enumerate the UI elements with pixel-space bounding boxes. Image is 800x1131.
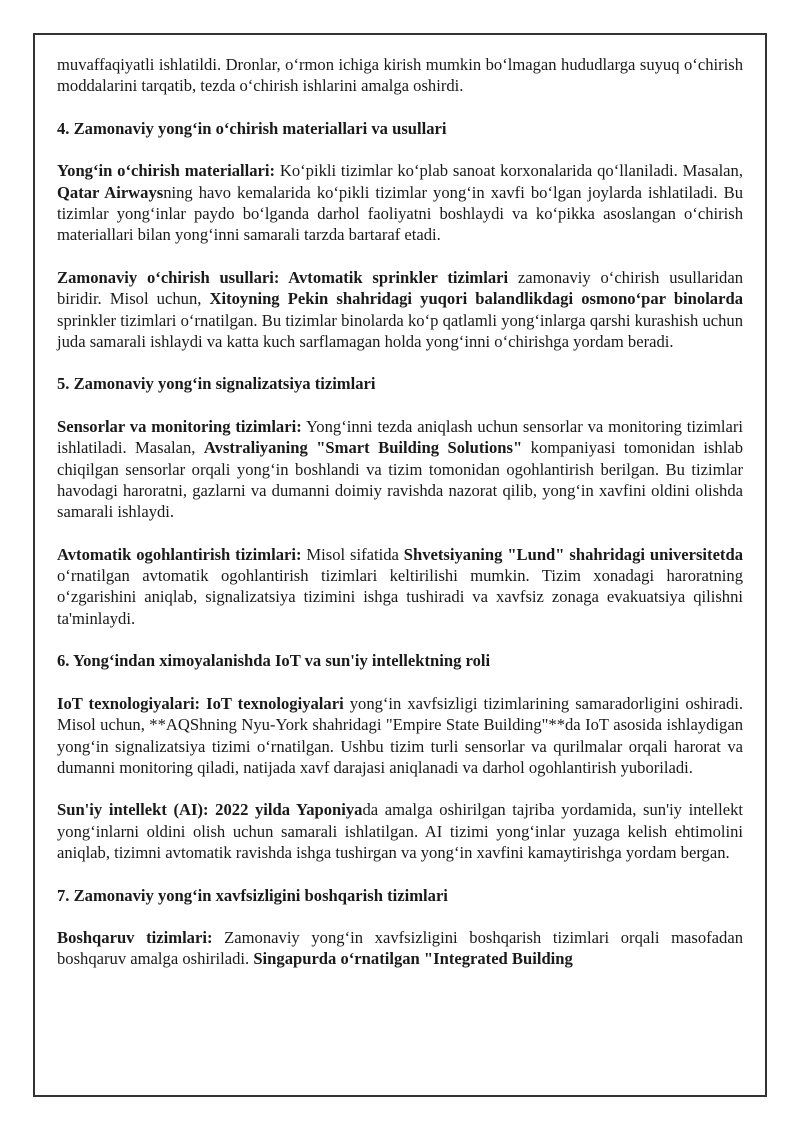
- section-7-heading: 7. Zamonaviy yong‘in xavfsizligini boshqarish tizimlari: [57, 885, 448, 905]
- bold-term: Boshqaruv tizimlari:: [57, 928, 213, 948]
- bold-term: Yong‘in o‘chirish materiallari:: [57, 161, 276, 181]
- bold-term: Singapurda o‘rnatilgan "Integrated Building: [253, 949, 573, 969]
- bold-term: Qatar Airways: [57, 182, 164, 202]
- bold-term: Avtomatik ogohlantirish tizimlari:: [57, 544, 302, 564]
- bold-term: Sun'iy intellekt (AI): 2022 yilda Yaponiya: [57, 800, 363, 820]
- section-6-paragraph-1: IoT texnologiyalari: IoT texnologiyalari yong‘in xavfsizligi tizimlarining samaradorligini oshiradi. Misol uchun, **AQShning Nyu-York shahridagi "Empire State Building"**da IoT asosida ishlaydigan yong‘in signalizatsiya tizimi o‘rnatilgan. Ushbu tizim turli sensorlar va qurilmalar orqali harorat va dumanni monitoring qiladi, natijada xavf darajasi aniqlanadi va darhol ogohlantirish yuboriladi.: [57, 693, 743, 777]
- bold-term: Sensorlar va monitoring tizimlari:: [57, 417, 302, 437]
- bold-term: Zamonaviy o‘chirish usullari: Avtomatik sprinkler tizimlari: [57, 267, 509, 287]
- bold-term: Xitoyning Pekin shahridagi yuqori balandlikdagi osmono‘par binolarda: [209, 289, 743, 309]
- section-6-heading: 6. Yong‘indan ximoyalanishda IoT va sun'iy intellektning roli: [57, 651, 491, 671]
- document-body: [57, 54, 743, 970]
- intro-paragraph: muvaffaqiyatli ishlatildi. Dronlar, o‘rmon ichiga kirish mumkin bo‘lmagan hududlarga suyuq o‘chirish moddalarini tarqatib, tezda o‘chirish ishlarini amalga oshirdi.: [57, 55, 743, 96]
- section-4-heading: 4. Zamonaviy yong‘in o‘chirish materiallari va usullari: [57, 118, 447, 138]
- bold-term: Avstraliyaning "Smart Building Solutions": [203, 438, 523, 458]
- section-5-paragraph-2: Avtomatik ogohlantirish tizimlari: Misol sifatida Shvetsiyaning "Lund" shahridagi universitetda o‘rnatilgan avtomatik ogohlantirish tizimlari keltirilishi mumkin. Tizim xonadagi haroratning o‘zgarishini aniqlab, signalizatsiya tizimini ishga tushiradi va xavfsiz zonaga evakuatsiya qilishni ta'minlaydi.: [57, 544, 743, 628]
- section-4-paragraph-1: Yong‘in o‘chirish materiallari: Ko‘pikli tizimlar ko‘plab sanoat korxonalarida qo‘llaniladi. Masalan, Qatar Airwaysning havo kemalarida ko‘pikli tizimlar yong‘in xavfi bo‘lgan joylarda ishlatiladi. Bu tizimlar yong‘inlar paydo bo‘lganda darhol faoliyatni boshlaydi va ko‘pikka asoslangan o‘chirish materiallari bilan yong‘inni samarali tarzda bartaraf etadi.: [57, 161, 743, 245]
- bold-term: IoT texnologiyalari: IoT texnologiyalari: [57, 693, 344, 713]
- section-7-paragraph-1: Boshqaruv tizimlari: Zamonaviy yong‘in xavfsizligini boshqarish tizimlari orqali masofadan boshqaruv amalga oshiriladi. Singapurda o‘rnatilgan "Integrated Building: [57, 928, 743, 969]
- section-5-heading: 5. Zamonaviy yong‘in signalizatsiya tizimlari: [57, 374, 376, 394]
- section-6-paragraph-2: Sun'iy intellekt (AI): 2022 yilda Yaponiyada amalga oshirilgan tajriba yordamida, sun'iy intellekt yong‘inlarni oldini olish uchun samarali ishlatilgan. AI tizimi yong‘inlar yuzaga kelish ehtimolini aniqlab, tizimni avtomatik ravishda ishga tushirgan va yong‘in xavfini kamaytirishga yordam bergan.: [57, 800, 743, 862]
- section-5-paragraph-1: Sensorlar va monitoring tizimlari: Yong‘inni tezda aniqlash uchun sensorlar va monitoring tizimlari ishlatiladi. Masalan, Avstraliyaning "Smart Building Solutions" kompaniyasi tomonidan ishlab chiqilgan sensorlar orqali yong‘in boshlandi va tizim tomonidan ogohlantirish berilgan. Bu tizimlar havodagi haroratni, gazlarni va dumanni doimiy ravishda nazorat qilib, yong‘in xavfini oldini olishda samarali ishlaydi.: [57, 417, 743, 522]
- section-4-paragraph-2: Zamonaviy o‘chirish usullari: Avtomatik sprinkler tizimlari zamonaviy o‘chirish usullaridan biridir. Misol uchun, Xitoyning Pekin shahridagi yuqori balandlikdagi osmono‘par binolarda sprinkler tizimlari o‘rnatilgan. Bu tizimlar binolarda ko‘p qatlamli yong‘inlarga qarshi kurashish uchun juda samarali ishlaydi va katta kuch sarflamagan holda yong‘inni o‘chirishga yordam beradi.: [57, 267, 743, 351]
- bold-term: Shvetsiyaning "Lund" shahridagi universitetda: [403, 544, 743, 564]
